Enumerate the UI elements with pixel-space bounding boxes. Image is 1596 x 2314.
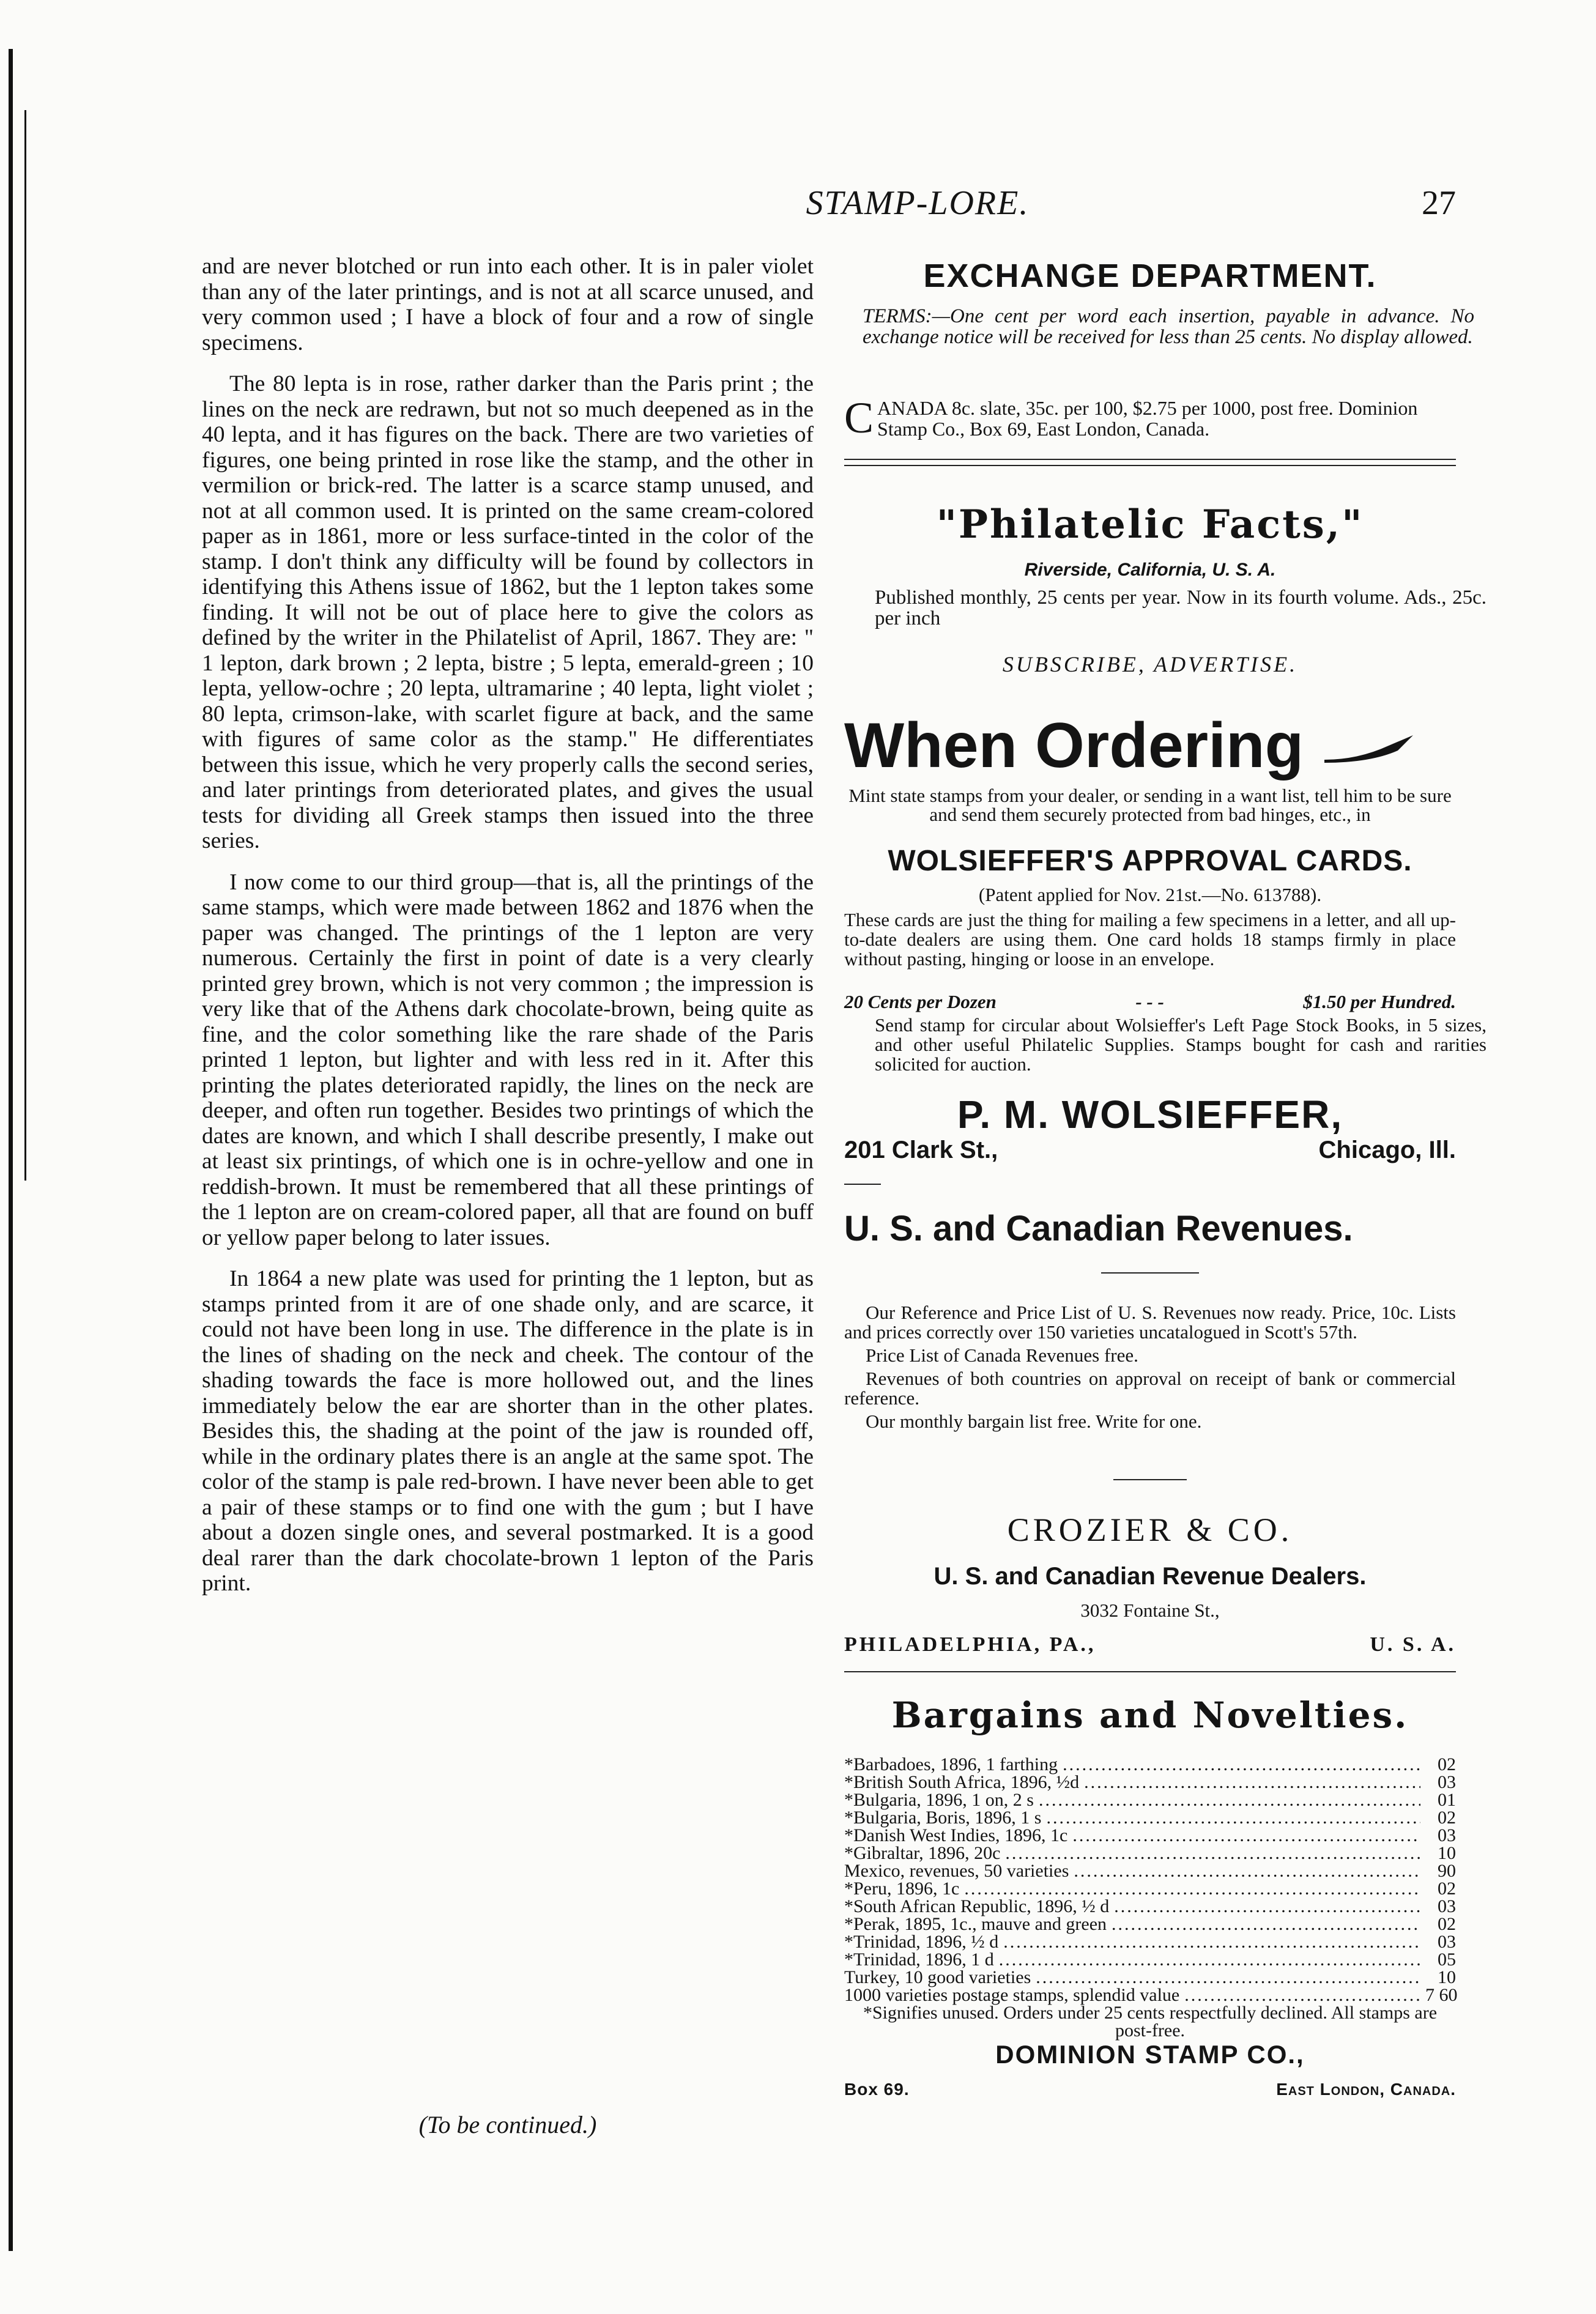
- item-name: *Danish West Indies, 1896, 1c: [844, 1825, 1068, 1845]
- canada-stamp-ad: [844, 393, 1456, 442]
- leader-dots: [1003, 1933, 1420, 1951]
- leader-dots: [999, 1951, 1420, 1968]
- crozier-country: U. S. A.: [1370, 1633, 1456, 1656]
- bargains-title: Bargains and Novelties.: [891, 1694, 1409, 1736]
- leader-dots: [1114, 1897, 1420, 1915]
- revenues-paragraph: Our monthly bargain list free. Write for one.: [866, 1411, 1202, 1432]
- subscribe-line: SUBSCRIBE, ADVERTISE.: [1002, 652, 1298, 677]
- crozier-city-line: [844, 1633, 1456, 1656]
- item-price: 05: [1438, 1949, 1456, 1970]
- item-name: *Trinidad, 1896, ½ d: [844, 1932, 999, 1952]
- crozier-street: 3032 Fontaine St.,: [1080, 1600, 1220, 1621]
- item-name: *South African Republic, 1896, ½ d: [844, 1896, 1110, 1916]
- list-item: [844, 1862, 1456, 1880]
- continued-note: (To be continued.): [418, 2111, 597, 2138]
- leader-dots: [964, 1880, 1420, 1897]
- approval-cards-description: These cards are just the thing for mailing a few specimens in a letter, and all up-to-date dealers are using them. One card holds 18 stamps firmly in place without pasting, hinging or loose in an envelope.: [844, 909, 1456, 970]
- wolsieffer-city: Chicago, Ill.: [1318, 1137, 1456, 1163]
- article-paragraph: and are never blotched or run into each other. It is in paler violet than any of the later printings, and is not at all scarce unused, and very common used ; I have a block of four and a row of single specimens.: [202, 254, 814, 355]
- item-price: 10: [1438, 1843, 1456, 1863]
- divider: [844, 459, 1456, 460]
- leader-dots: [1184, 1986, 1420, 2004]
- item-name: *Perak, 1895, 1c., mauve and green: [844, 1914, 1107, 1934]
- item-name: *Gibraltar, 1896, 20c: [844, 1843, 1001, 1863]
- list-item: [844, 1951, 1456, 1968]
- article-paragraph: In 1864 a new plate was used for printing the 1 lepton, but as stamps printed from it are of one shade only, and are scarce, it could not have been long in use. The difference in the plate is in the lines of shading on the neck and cheek. The contour of the shading towards the face is more hollowed out, and the lines immediately below the ear are shorter than in the other plates. Besides this, the shading at the point of the jaw is rounded off, while in the ordinary plates there is an angle at the same spot. The color of the stamp is pale red-brown. I have never been able to get a pair of these stamps or to find one with the gum ; but I have about a dozen single ones, and several postmarked. It is a good deal rarer than the dark chocolate-brown 1 lepton of the Paris print.: [202, 1266, 814, 1596]
- exchange-title: EXCHANGE DEPARTMENT.: [923, 258, 1377, 294]
- list-item: [844, 1791, 1456, 1809]
- philatelic-facts-place: Riverside, California, U. S. A.: [1024, 560, 1276, 580]
- dominion-box: Box 69.: [844, 2080, 910, 2099]
- exchange-terms: TERMS:—One cent per word each insertion, payable in advance. No exchange notice will be received for less than 25 cents. No display allowed.: [863, 305, 1474, 348]
- item-price: 03: [1438, 1772, 1456, 1792]
- price-line: [844, 991, 1456, 1013]
- article-paragraph: I now come to our third group—that is, all the printings of the same stamps, which were made between 1862 and 1876 when the paper was changed. The printings of the 1 lepton are very numerous. Certainly the first in point of date is a very clearly printed grey brown, which is not very common ; the impression is very like that of the Athens dark chocolate-brown, being quite as fine, and the color something like the rare shade of the Paris printed 1 lepton, but lighter and with less red in it. After this printing the plates deteriorated rapidly, the lines on the neck are deeper, and often run together. Besides two printings of which the dates are known, and which I shall describe presently, I make out at least six printings, of which one is in ochre-yellow and one in reddish-brown. It must be remembered that all these printings of the 1 lepton are on cream-colored paper, all that are found on buff or yellow paper belong to later issues.: [202, 869, 814, 1250]
- item-name: *British South Africa, 1896, ½d: [844, 1772, 1080, 1792]
- divider: [1113, 1479, 1187, 1480]
- list-item: [844, 1968, 1456, 1986]
- wolsieffer-name: P. M. WOLSIEFFER,: [957, 1092, 1343, 1137]
- list-item: [844, 1933, 1456, 1951]
- when-ordering-headline: [844, 710, 1456, 782]
- list-item: [844, 1880, 1456, 1897]
- divider: [844, 1671, 1456, 1672]
- article-paragraph: The 80 lepta is in rose, rather darker than the Paris print ; the lines on the neck are redrawn, but not so much deepened as in the 40 lepta, and it has figures on the back. There are two varieties of figures, one being printed in rose like the stamp, and the other in vermilion or brick-red. The latter is a scarce stamp unused, and not at all common used. It is printed on the same cream-colored paper as in 1861, more or less surface-tinted in the color of the stamp. I don't think any difficulty will be found by collectors in identifying this Athens issue of 1862, but the 1 lepton takes some finding. It will not be out of place here to give the colors as defined by the writer in the Philatelist of April, 1867. They are: " 1 lepton, dark brown ; 2 lepta, bistre ; 5 lepta, emerald-green ; 10 lepta, yellow-ochre ; 20 lepta, ultramarine ; 40 lepta, light violet ; 80 lepta, crimson-lake, with scarlet figure at back, and the same with figures of same color as the stamp." He differentiates between this issue, which he very properly calls the second series, and later printings from deteriorated plates, and gives the usual tests for dividing all Greek stamps then issued into the three series.: [202, 371, 814, 853]
- divider: [1101, 1272, 1199, 1274]
- leader-dots: [1005, 1844, 1420, 1862]
- item-price: 10: [1438, 1967, 1456, 1987]
- leader-dots: [1036, 1968, 1420, 1986]
- revenues-paragraph: Price List of Canada Revenues free.: [866, 1344, 1138, 1366]
- item-price: 7 60: [1425, 1985, 1458, 2005]
- item-price: 02: [1438, 1914, 1456, 1934]
- list-item: [844, 1826, 1456, 1844]
- leader-dots: [1063, 1756, 1420, 1773]
- crozier-name: CROZIER & CO.: [1007, 1511, 1293, 1548]
- bargains-note: *Signifies unused. Orders under 25 cents respectfully declined. All stamps are post-free.: [863, 2003, 1438, 2041]
- leader-dots: [1074, 1862, 1420, 1880]
- list-item: [844, 1897, 1456, 1915]
- item-name: *Peru, 1896, 1c: [844, 1878, 960, 1899]
- article-column: [202, 254, 814, 1612]
- price-per-dozen: 20 Cents per Dozen: [844, 991, 997, 1012]
- canada-ad-text: ANADA 8c. slate, 35c. per 100, $2.75 per 1000, post free. Dominion Stamp Co., Box 69, East London, Canada.: [877, 397, 1418, 440]
- revenues-paragraph: Revenues of both countries on approval on receipt of bank or commercial reference.: [844, 1368, 1456, 1409]
- divider: [844, 1184, 881, 1185]
- list-item: [844, 1844, 1456, 1862]
- pointer-flourish-icon: [1321, 732, 1419, 769]
- item-name: Mexico, revenues, 50 varieties: [844, 1861, 1069, 1881]
- drop-initial: C: [844, 393, 874, 442]
- divider: [844, 465, 1456, 466]
- when-ordering-intro: Mint state stamps from your dealer, or sending in a want list, tell him to be sure and send them securely protected from bad hinges, etc., in: [848, 785, 1452, 825]
- list-item: [844, 1773, 1456, 1791]
- item-price: 02: [1438, 1754, 1456, 1774]
- page-number: 27: [1422, 184, 1456, 222]
- price-per-hundred: $1.50 per Hundred.: [1303, 991, 1456, 1012]
- leader-dots: [1039, 1791, 1420, 1809]
- price-dashes: - - -: [1135, 991, 1164, 1012]
- leader-dots: [1072, 1826, 1420, 1844]
- dominion-address: [844, 2080, 1456, 2099]
- circular-note: Send stamp for circular about Wolsieffer's Left Page Stock Books, in 5 sizes, and other useful Philatelic Supplies. Stamps bought for cash and rarities solicited for auction.: [875, 1014, 1487, 1075]
- revenues-body: [844, 1303, 1456, 1435]
- item-name: *Bulgaria, 1896, 1 on, 2 s: [844, 1790, 1034, 1810]
- item-price: 90: [1438, 1861, 1456, 1881]
- crozier-city: PHILADELPHIA, PA.,: [844, 1633, 1096, 1656]
- leader-dots: [1047, 1809, 1421, 1826]
- philatelic-facts-title: "Philatelic Facts,": [936, 502, 1364, 547]
- binding-edge-thin: [24, 110, 26, 1181]
- patent-line: (Patent applied for Nov. 21st.—No. 613788).: [978, 884, 1322, 905]
- list-item: [844, 1986, 1456, 2004]
- philatelic-facts-body: Published monthly, 25 cents per year. Now in its fourth volume. Ads., 25c. per inch: [875, 587, 1487, 629]
- list-item: [844, 1809, 1456, 1826]
- list-item: [844, 1756, 1456, 1773]
- wolsieffer-address: [844, 1137, 1456, 1164]
- wolsieffer-street: 201 Clark St.,: [844, 1137, 998, 1163]
- dominion-city: East London, Canada.: [1276, 2080, 1456, 2099]
- item-price: 02: [1438, 1878, 1456, 1899]
- binding-edge: [9, 49, 13, 2251]
- item-price: 03: [1438, 1932, 1456, 1952]
- item-name: 1000 varieties postage stamps, splendid value: [844, 1985, 1180, 2005]
- item-price: 02: [1438, 1808, 1456, 1828]
- leader-dots: [1112, 1915, 1420, 1933]
- item-name: *Bulgaria, Boris, 1896, 1 s: [844, 1808, 1042, 1828]
- approval-cards-title: WOLSIEFFER'S APPROVAL CARDS.: [888, 845, 1412, 877]
- revenues-paragraph: Our Reference and Price List of U. S. Revenues now ready. Price, 10c. Lists and prices correctly over 150 varieties uncatalogued in Scott's 57th.: [844, 1302, 1456, 1343]
- running-title: STAMP-LORE.: [806, 184, 1030, 222]
- leader-dots: [1084, 1773, 1420, 1791]
- bargains-list: [844, 1756, 1456, 2039]
- item-name: Turkey, 10 good varieties: [844, 1967, 1031, 1987]
- revenues-title: U. S. and Canadian Revenues.: [844, 1209, 1353, 1248]
- crozier-subtitle: U. S. and Canadian Revenue Dealers.: [933, 1563, 1367, 1590]
- item-price: 01: [1438, 1790, 1456, 1810]
- headline-text: When Ordering: [844, 710, 1304, 781]
- item-price: 03: [1438, 1825, 1456, 1845]
- item-name: *Trinidad, 1896, 1 d: [844, 1949, 994, 1970]
- dominion-name: DOMINION STAMP CO.,: [995, 2040, 1305, 2069]
- item-price: 03: [1438, 1896, 1456, 1916]
- item-name: *Barbadoes, 1896, 1 farthing: [844, 1754, 1058, 1774]
- list-item: [844, 1915, 1456, 1933]
